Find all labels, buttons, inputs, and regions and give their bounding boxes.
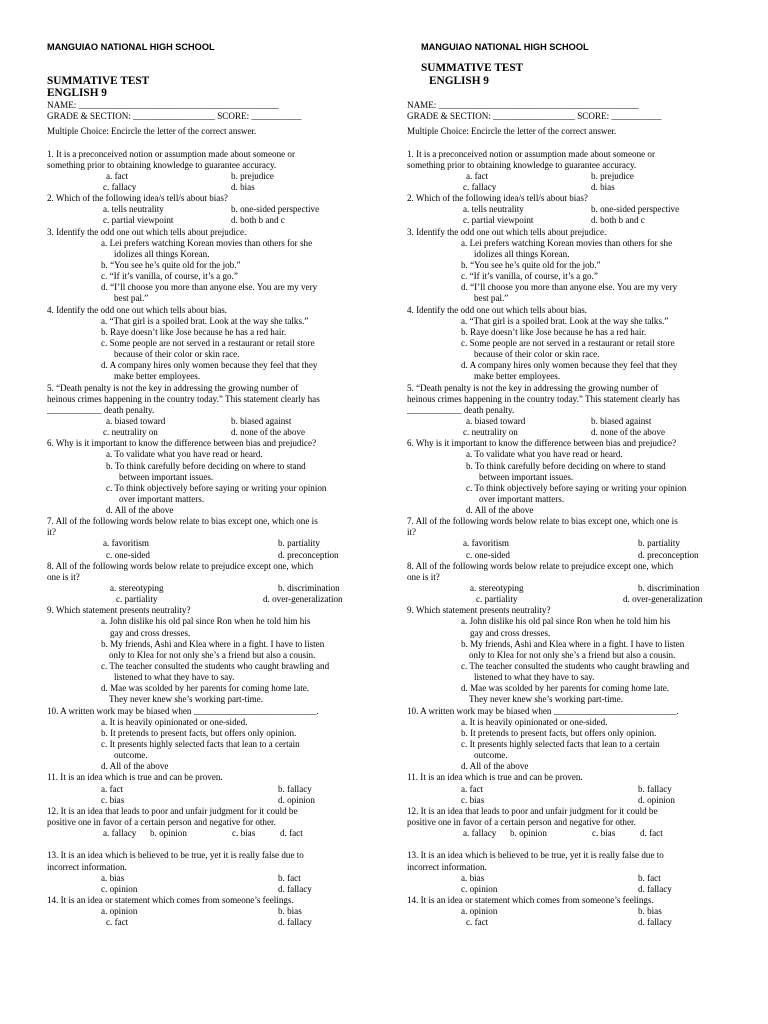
question-7-stem: 7. All of the following words below relate to bias except one, which one is	[47, 516, 318, 527]
option-d: d. fallacy	[638, 883, 672, 894]
option-b: b. one-sided perspective	[591, 204, 680, 215]
option-d: d. Mae was scolded by her parents for coming home late.	[461, 683, 670, 694]
option-a: a. fallacy	[103, 828, 137, 839]
option-c: c. The teacher consulted the students who caught brawling and	[461, 661, 690, 672]
option-a: a. bias	[461, 872, 485, 883]
option-c-continued: outcome.	[474, 750, 508, 761]
question-6-stem: 6. Why is it important to know the difference between bias and prejudice?	[47, 438, 317, 449]
option-d: d. fact	[280, 828, 303, 839]
option-d: d. over-generalization	[623, 594, 703, 605]
test-sheet-right	[407, 0, 762, 1024]
option-a: a. To validate what you have read or heard.	[106, 449, 263, 460]
option-b: b. It pretends to present facts, but offers only opinion.	[101, 727, 297, 738]
option-d: d. Mae was scolded by her parents for coming home late.	[101, 683, 310, 694]
option-b: b. discrimination	[638, 583, 700, 594]
question-7-stem: it?	[407, 527, 417, 538]
option-c: c. fact	[106, 917, 129, 928]
option-a: a. tells neutrality	[463, 204, 524, 215]
option-c: c. bias	[592, 828, 616, 839]
question-1-stem: 1. It is a preconceived notion or assumption made about someone or	[47, 148, 295, 159]
question-1-stem: something prior to obtaining knowledge to guarantee accuracy.	[407, 159, 637, 170]
school-name: MANGUIAO NATIONAL HIGH SCHOOL	[47, 42, 215, 52]
question-2-stem: 2. Which of the following idea/s tell/s about bias?	[407, 193, 588, 204]
instructions: Multiple Choice: Encircle the letter of the correct answer.	[47, 126, 257, 137]
option-d: d. bias	[591, 181, 615, 192]
option-d: d. All of the above	[106, 505, 174, 516]
option-a: a. “That girl is a spoiled brat. Look at the way she talks.”	[461, 315, 669, 326]
option-c: c. Some people are not served in a restaurant or retail store	[101, 337, 315, 348]
option-b: b. biased against	[231, 415, 292, 426]
option-a: a. Lei prefers watching Korean movies than others for she	[461, 237, 673, 248]
option-c: c. The teacher consulted the students who caught brawling and	[101, 661, 330, 672]
option-b: b. To think carefully before deciding on where to stand	[466, 460, 666, 471]
option-c-continued: outcome.	[114, 750, 148, 761]
option-c: c. partiality	[116, 594, 158, 605]
option-b: b. bias	[638, 906, 662, 917]
option-b: b. discrimination	[278, 583, 340, 594]
question-13-stem: incorrect information.	[407, 861, 487, 872]
question-5-stem: ____________ death penalty.	[47, 404, 155, 415]
option-b: b. partiality	[278, 538, 320, 549]
option-d-continued: make better employees.	[114, 371, 201, 382]
question-6-stem: 6. Why is it important to know the difference between bias and prejudice?	[407, 438, 677, 449]
school-name: MANGUIAO NATIONAL HIGH SCHOOL	[421, 42, 589, 52]
option-c: c. partial viewpoint	[463, 215, 534, 226]
option-a: a. stereotyping	[110, 583, 164, 594]
question-8-stem: 8. All of the following words below relate to prejudice except one, which	[407, 560, 674, 571]
option-a: a. To validate what you have read or heard.	[466, 449, 623, 460]
option-c: c. fact	[466, 917, 489, 928]
option-b: b. one-sided perspective	[231, 204, 320, 215]
question-2-stem: 2. Which of the following idea/s tell/s about bias?	[47, 193, 228, 204]
instructions: Multiple Choice: Encircle the letter of the correct answer.	[407, 126, 617, 137]
question-12-stem: 12. It is an idea that leads to poor and unfair judgment for it could be	[407, 805, 658, 816]
option-c: c. partial viewpoint	[103, 215, 174, 226]
option-c-continued: because of their color or skin race.	[474, 349, 600, 360]
option-d: d. A company hires only women because they feel that they	[101, 360, 318, 371]
question-10-stem: 10. A written work may be biased when ___________________________.	[407, 705, 679, 716]
question-1-stem: something prior to obtaining knowledge to guarantee accuracy.	[47, 159, 277, 170]
option-a: a. bias	[101, 872, 125, 883]
option-c: c. “If it’s vanilla, of course, it’s a go.”	[101, 271, 238, 282]
option-c: c. neutrality on	[103, 427, 158, 438]
question-14-stem: 14. It is an idea or statement which comes from someone’s feelings.	[47, 894, 294, 905]
option-c: c. partiality	[476, 594, 518, 605]
option-c: c. bias	[232, 828, 256, 839]
option-b: b. opinion	[510, 828, 547, 839]
option-c: c. Some people are not served in a restaurant or retail store	[461, 337, 675, 348]
option-b: b. My friends, Ashi and Klea where in a fight. I have to listen	[101, 638, 325, 649]
option-b: b. It pretends to present facts, but offers only opinion.	[461, 727, 657, 738]
option-d-continued: best pal.”	[114, 293, 149, 304]
option-c: c. one-sided	[466, 549, 510, 560]
option-a: a. tells neutrality	[103, 204, 164, 215]
question-4-stem: 4. Identify the odd one out which tells about bias.	[47, 304, 228, 315]
option-d: d. All of the above	[466, 505, 534, 516]
name-field: NAME: ____________________________________________	[407, 100, 639, 110]
option-d: d. opinion	[638, 794, 675, 805]
test-title: SUMMATIVE TEST	[421, 62, 524, 74]
question-7-stem: 7. All of the following words below relate to bias except one, which one is	[407, 516, 678, 527]
question-5-stem: heinous crimes happening in the country today.” This statement clearly has	[47, 393, 320, 404]
option-d: d. both b and c	[231, 215, 285, 226]
option-b: b. prejudice	[231, 170, 274, 181]
question-3-stem: 3. Identify the odd one out which tells about prejudice.	[407, 226, 607, 237]
option-a: a. “That girl is a spoiled brat. Look at the way she talks.”	[101, 315, 309, 326]
option-d: d. none of the above	[591, 427, 665, 438]
test-sheet-left	[47, 0, 402, 1024]
option-a: a. It is heavily opinionated or one-sided.	[461, 716, 608, 727]
option-a-continued: idolizes all things Korean.	[474, 248, 570, 259]
option-d: d. fact	[640, 828, 663, 839]
question-12-stem: 12. It is an idea that leads to poor and unfair judgment for it could be	[47, 805, 298, 816]
option-b-continued: only to Klea for not only she’s a friend but also a cousin.	[469, 649, 676, 660]
question-12-stem: positive one in favor of a certain person and negative for other.	[407, 817, 636, 827]
test-title: SUMMATIVE TEST	[47, 75, 150, 87]
question-8-stem: 8. All of the following words below relate to prejudice except one, which	[47, 560, 314, 571]
option-d: d. both b and c	[591, 215, 645, 226]
question-11-stem: 11. It is an idea which is true and can be proven.	[47, 772, 223, 783]
option-b: b. fallacy	[638, 783, 672, 794]
option-c: c. one-sided	[106, 549, 150, 560]
question-13-stem: 13. It is an idea which is believed to be true, yet it is really false due to	[407, 850, 664, 861]
option-a: a. Lei prefers watching Korean movies than others for she	[101, 237, 313, 248]
option-b: b. bias	[278, 906, 302, 917]
question-1-stem: 1. It is a preconceived notion or assumption made about someone or	[407, 148, 655, 159]
option-c: c. opinion	[101, 883, 138, 894]
option-c: c. fallacy	[463, 181, 497, 192]
question-10-stem: 10. A written work may be biased when ___________________________.	[47, 705, 319, 716]
option-b: b. fact	[278, 872, 301, 883]
option-d: d. fallacy	[278, 883, 312, 894]
option-d: d. All of the above	[101, 761, 169, 772]
option-c: c. bias	[461, 794, 485, 805]
option-d: d. fallacy	[638, 917, 672, 928]
option-a: a. opinion	[461, 906, 498, 917]
option-c-continued: over important matters.	[479, 493, 565, 504]
option-b: b. “You see he’s quite old for the job.”	[101, 259, 241, 270]
option-b: b. fact	[638, 872, 661, 883]
option-b-continued: only to Klea for not only she’s a friend but also a cousin.	[109, 649, 316, 660]
option-d-continued: They never knew she’s working part-time.	[469, 694, 624, 705]
option-a: a. fact	[106, 170, 129, 181]
option-b: b. partiality	[638, 538, 680, 549]
subject-title: ENGLISH 9	[47, 87, 107, 99]
option-c-continued: listened to what they have to say.	[474, 672, 595, 683]
question-11-stem: 11. It is an idea which is true and can be proven.	[407, 772, 583, 783]
option-d: d. bias	[231, 181, 255, 192]
option-a-continued: idolizes all things Korean.	[114, 248, 210, 259]
option-c: c. It presents highly selected facts that lean to a certain	[461, 739, 660, 750]
question-12-stem: positive one in favor of a certain person and negative for other.	[47, 817, 276, 827]
option-a: a. John dislike his old pal since Ron when he told him his	[101, 616, 311, 627]
option-d-continued: best pal.”	[474, 293, 509, 304]
option-c-continued: over important matters.	[119, 493, 205, 504]
option-d-continued: They never knew she’s working part-time.	[109, 694, 264, 705]
option-d: d. opinion	[278, 794, 315, 805]
option-a: a. fallacy	[463, 828, 497, 839]
option-b: b. “You see he’s quite old for the job.”	[461, 259, 601, 270]
option-d: d. A company hires only women because they feel that they	[461, 360, 678, 371]
question-14-stem: 14. It is an idea or statement which comes from someone’s feelings.	[407, 894, 654, 905]
option-a-continued: gay and cross dresses.	[110, 627, 191, 638]
option-b-continued: between important issues.	[479, 471, 574, 482]
option-c: c. To think objectively before saying or writing your opinion	[466, 482, 687, 493]
question-5-stem: ____________ death penalty.	[407, 404, 515, 415]
option-b: b. prejudice	[591, 170, 634, 181]
question-3-stem: 3. Identify the odd one out which tells about prejudice.	[47, 226, 247, 237]
option-c: c. neutrality on	[463, 427, 518, 438]
option-a: a. biased toward	[106, 415, 166, 426]
option-d: d. “I’ll choose you more than anyone else. You are my very	[461, 282, 678, 293]
option-c-continued: because of their color or skin race.	[114, 349, 240, 360]
option-b: b. opinion	[150, 828, 187, 839]
question-4-stem: 4. Identify the odd one out which tells about bias.	[407, 304, 588, 315]
option-a-continued: gay and cross dresses.	[470, 627, 551, 638]
option-b: b. My friends, Ashi and Klea where in a fight. I have to listen	[461, 638, 685, 649]
question-9-stem: 9. Which statement presents neutrality?	[47, 605, 191, 616]
option-d: d. none of the above	[231, 427, 305, 438]
name-field: NAME: ____________________________________________	[47, 100, 279, 110]
option-c: c. fallacy	[103, 181, 137, 192]
option-d-continued: make better employees.	[474, 371, 561, 382]
option-d: d. All of the above	[461, 761, 529, 772]
grade-score-field: GRADE & SECTION: __________________ SCORE: ___________	[407, 111, 662, 122]
question-7-stem: it?	[47, 527, 57, 538]
option-d: d. preconception	[638, 549, 699, 560]
option-a: a. It is heavily opinionated or one-sided.	[101, 716, 248, 727]
question-13-stem: incorrect information.	[47, 861, 127, 872]
option-d: d. over-generalization	[263, 594, 343, 605]
option-c: c. It presents highly selected facts that lean to a certain	[101, 739, 300, 750]
option-d: d. preconception	[278, 549, 339, 560]
option-a: a. opinion	[101, 906, 138, 917]
option-a: a. stereotyping	[470, 583, 524, 594]
option-c-continued: listened to what they have to say.	[114, 672, 235, 683]
option-a: a. favoritism	[103, 538, 149, 549]
option-c: c. To think objectively before saying or writing your opinion	[106, 482, 327, 493]
option-a: a. fact	[461, 783, 484, 794]
subject-title: ENGLISH 9	[429, 75, 489, 87]
question-8-stem: one is it?	[407, 571, 440, 582]
question-5-stem: 5. “Death penalty is not the key in addressing the growing number of	[407, 382, 659, 393]
option-b-continued: between important issues.	[119, 471, 214, 482]
option-d: d. fallacy	[278, 917, 312, 928]
option-d: d. “I’ll choose you more than anyone else. You are my very	[101, 282, 318, 293]
option-b: b. To think carefully before deciding on where to stand	[106, 460, 306, 471]
option-b: b. fallacy	[278, 783, 312, 794]
test-body	[407, 100, 762, 928]
option-c: c. bias	[101, 794, 125, 805]
grade-score-field: GRADE & SECTION: __________________ SCORE: ___________	[47, 111, 302, 122]
option-a: a. fact	[101, 783, 124, 794]
option-a: a. John dislike his old pal since Ron when he told him his	[461, 616, 671, 627]
option-b: b. Raye doesn’t like Jose because he has a red hair.	[461, 326, 647, 337]
option-c: c. “If it’s vanilla, of course, it’s a go.”	[461, 271, 598, 282]
question-5-stem: heinous crimes happening in the country today.” This statement clearly has	[407, 393, 680, 404]
option-c: c. opinion	[461, 883, 498, 894]
question-9-stem: 9. Which statement presents neutrality?	[407, 605, 551, 616]
option-b: b. Raye doesn’t like Jose because he has a red hair.	[101, 326, 287, 337]
question-13-stem: 13. It is an idea which is believed to be true, yet it is really false due to	[47, 850, 304, 861]
question-8-stem: one is it?	[47, 571, 80, 582]
option-a: a. fact	[466, 170, 489, 181]
option-b: b. biased against	[591, 415, 652, 426]
question-5-stem: 5. “Death penalty is not the key in addressing the growing number of	[47, 382, 299, 393]
option-a: a. biased toward	[466, 415, 526, 426]
test-body	[47, 100, 402, 928]
option-a: a. favoritism	[463, 538, 509, 549]
